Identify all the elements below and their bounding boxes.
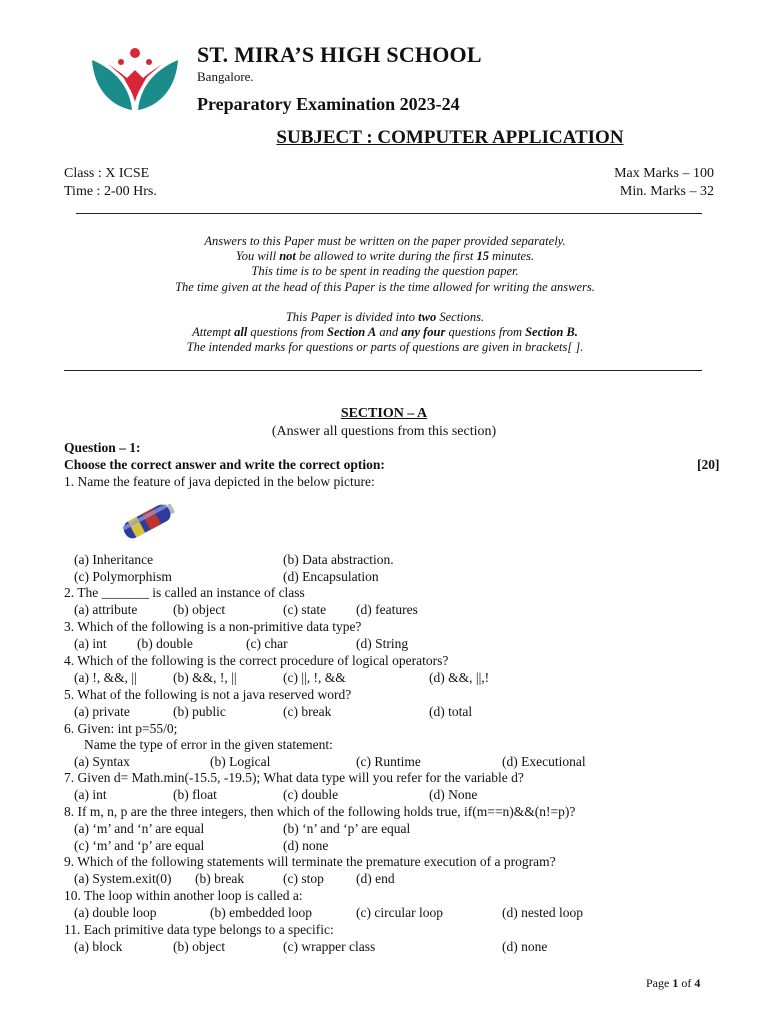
question-9: 9. Which of the following statements will terminate the premature execution of a program? bbox=[64, 854, 556, 869]
option: (a) !, &&, || bbox=[74, 670, 137, 685]
option: (b) break bbox=[195, 871, 245, 886]
option: (a) double loop bbox=[74, 905, 157, 920]
question-instruction: Choose the correct answer and write the correct option: bbox=[64, 457, 385, 472]
option: (a) int bbox=[74, 636, 107, 651]
option: (c) ‘m’ and ‘p’ are equal bbox=[74, 838, 205, 853]
option: (b) public bbox=[173, 704, 226, 719]
option: (b) &&, !, || bbox=[173, 670, 237, 685]
option: (c) Polymorphism bbox=[74, 569, 172, 584]
page-number: Page 1 of 4 bbox=[646, 976, 701, 990]
option: (d) total bbox=[429, 704, 473, 719]
question-5: 5. What of the following is not a java reserved word? bbox=[64, 687, 352, 702]
question-10: 10. The loop within another loop is called a: bbox=[64, 888, 303, 903]
option: (a) private bbox=[74, 704, 130, 719]
option: (b) object bbox=[173, 602, 226, 617]
option: (a) ‘m’ and ‘n’ are equal bbox=[74, 821, 205, 836]
option: (d) none bbox=[283, 838, 329, 853]
question-4: 4. Which of the following is the correct procedure of logical operators? bbox=[64, 653, 449, 668]
option: (b) double bbox=[137, 636, 193, 651]
option: (c) ||, !, && bbox=[283, 670, 346, 685]
question-11: 11. Each primitive data type belongs to a specific: bbox=[64, 922, 334, 937]
time-label: Time : 2-00 Hrs. bbox=[64, 184, 157, 199]
question-label: Question – 1: bbox=[64, 440, 141, 455]
option: (b) Data abstraction. bbox=[283, 552, 394, 567]
option: (d) end bbox=[356, 871, 395, 886]
option: (b) embedded loop bbox=[210, 905, 312, 920]
instructions-block-1 bbox=[60, 234, 710, 295]
school-city: Bangalore. bbox=[197, 69, 254, 84]
option: (d) Executional bbox=[502, 754, 586, 769]
capsule-battery-image bbox=[116, 496, 180, 546]
question-6: 6. Given: int p=55/0; bbox=[64, 721, 178, 736]
option: (b) Logical bbox=[210, 754, 271, 769]
option: (c) circular loop bbox=[356, 905, 443, 920]
question-3: 3. Which of the following is a non-primitive data type? bbox=[64, 619, 362, 634]
question-6-sub: Name the type of error in the given statement: bbox=[84, 737, 333, 752]
divider-bottom bbox=[64, 370, 702, 371]
question-2: 2. The _______ is called an instance of class bbox=[64, 585, 305, 600]
option: (a) Inheritance bbox=[74, 552, 154, 567]
question-8: 8. If m, n, p are the three integers, then which of the following holds true, if(m==n)&&(n!=p)? bbox=[64, 804, 576, 819]
option: (b) float bbox=[173, 787, 217, 802]
instructions-block-2 bbox=[60, 310, 710, 356]
subject-title: SUBJECT : COMPUTER APPLICATION bbox=[276, 127, 624, 148]
option: (c) stop bbox=[283, 871, 324, 886]
instruction-line: The intended marks for questions or parts of questions are given in brackets[ ]. bbox=[186, 340, 584, 355]
option: (a) attribute bbox=[74, 602, 138, 617]
instruction-line: This time is to be spent in reading the question paper. bbox=[251, 264, 519, 279]
option: (c) break bbox=[283, 704, 332, 719]
option: (d) none bbox=[502, 939, 548, 954]
min-marks: Min. Marks – 32 bbox=[619, 184, 714, 199]
question-7: 7. Given d= Math.min(-15.5, -19.5); What data type will you refer for the variable d? bbox=[64, 770, 524, 785]
instruction-line: This Paper is divided into two Sections. bbox=[285, 310, 485, 324]
option: (a) Syntax bbox=[74, 754, 130, 769]
instruction-line: You will not be allowed to write during the first 15 minutes. bbox=[235, 249, 535, 264]
option: (d) features bbox=[356, 602, 418, 617]
option: (a) int bbox=[74, 787, 107, 802]
option: (b) object bbox=[173, 939, 226, 954]
instruction-line: The time given at the head of this Paper is the time allowed for writing the answers. bbox=[175, 279, 595, 294]
section-title: SECTION – A bbox=[340, 406, 428, 421]
option: (c) char bbox=[246, 636, 288, 651]
divider-top bbox=[76, 213, 702, 214]
option: (a) System.exit(0) bbox=[74, 871, 172, 886]
option: (d) None bbox=[429, 787, 478, 802]
exam-title: Preparatory Examination 2023-24 bbox=[197, 94, 460, 114]
option: (d) nested loop bbox=[502, 905, 583, 920]
option: (c) wrapper class bbox=[283, 939, 376, 954]
max-marks: Max Marks – 100 bbox=[614, 166, 714, 181]
class-label: Class : X ICSE bbox=[64, 166, 150, 181]
instruction-line: Attempt all questions from Section A and any four questions from Section B. bbox=[192, 325, 578, 340]
school-name: ST. MIRA’S HIGH SCHOOL bbox=[197, 42, 482, 67]
option: (d) String bbox=[356, 636, 409, 651]
school-logo bbox=[88, 44, 182, 116]
option: (b) ‘n’ and ‘p’ are equal bbox=[283, 821, 411, 836]
option: (d) &&, ||,! bbox=[429, 670, 490, 685]
option: (c) state bbox=[283, 602, 327, 617]
section-subtitle: (Answer all questions from this section) bbox=[271, 424, 497, 439]
question-marks: [20] bbox=[697, 457, 720, 472]
option: (c) Runtime bbox=[356, 754, 421, 769]
option: (a) block bbox=[74, 939, 123, 954]
option: (c) double bbox=[283, 787, 339, 802]
option: (d) Encapsulation bbox=[283, 569, 379, 584]
question-1: 1. Name the feature of java depicted in the below picture: bbox=[64, 474, 375, 489]
instruction-line: Answers to this Paper must be written on the paper provided separately. bbox=[204, 234, 566, 248]
